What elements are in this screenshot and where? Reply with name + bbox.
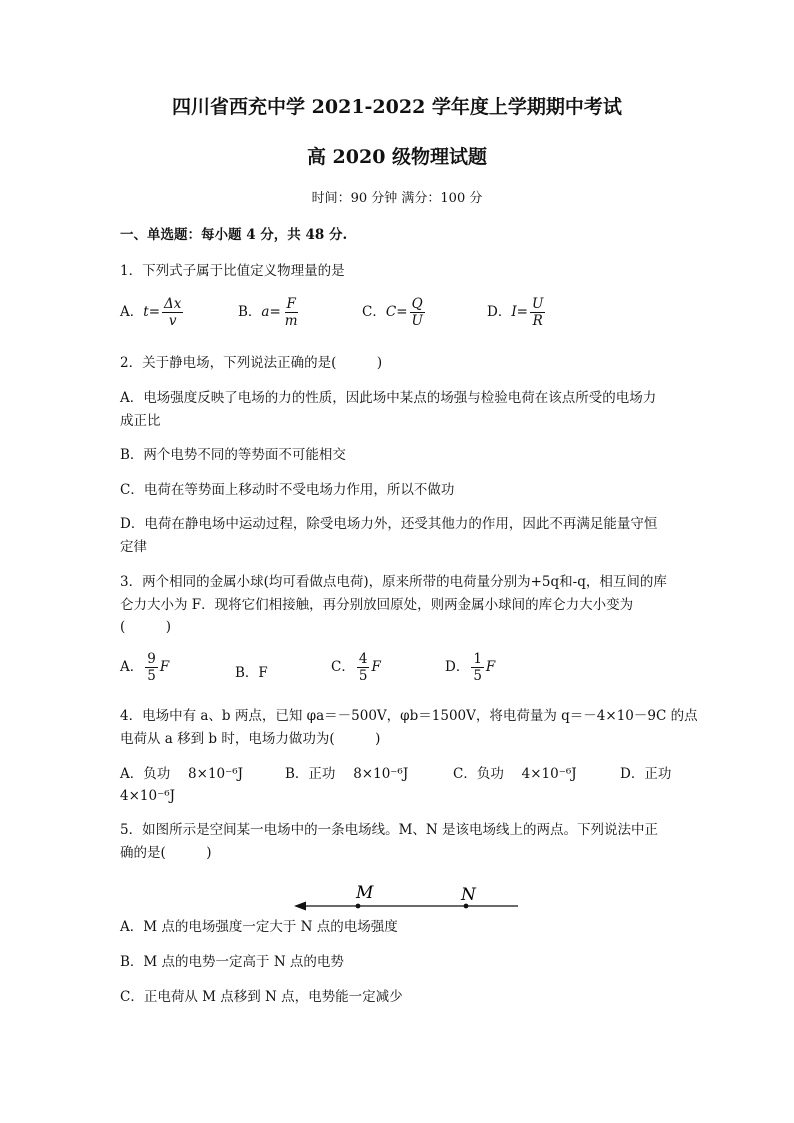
q5-line2: 确的是( ) <box>120 845 212 861</box>
field-line-diagram <box>290 876 530 916</box>
q5-option-a: A．M 点的电场强度一定大于 N 点的电场强度 <box>120 919 398 935</box>
section-heading: 一、单选题：每小题 4 分，共 48 分. <box>120 227 348 243</box>
q2-option-a-line2: 成正比 <box>120 413 161 429</box>
q3-line1: 3．两个相同的金属小球(均可看做点电荷)，原来所带的电荷量分别为+5q和-q，相互间的库 <box>120 574 667 590</box>
q2-option-c: C．电荷在等势面上移动时不受电场力作用，所以不做功 <box>120 482 455 498</box>
q4-option-b: B．正功 8×10⁻⁶J <box>285 766 409 782</box>
q3-line2: 仑力大小为 F．现将它们相接触，再分别放回原处，则两金属小球间的库仑力大小变为 <box>120 597 634 613</box>
q4-line1: 4．电场中有 a、b 两点，已知 φa＝－500V，φb＝1500V，将电荷量为 q＝－4×10－9C 的点 <box>120 708 698 724</box>
q2-option-d-line2: 定律 <box>120 539 147 555</box>
q3-option-a: A． $\frac{9}{5}$ F <box>120 651 170 684</box>
q3-option-c: C． $\frac{4}{5}$ F <box>331 651 381 684</box>
q1-option-a: A．t= $\frac{\Delta x}{v}$ <box>120 296 182 329</box>
q5-option-b: B．M 点的电势一定高于 N 点的电势 <box>120 954 344 970</box>
q1-stem: 1．下列式子属于比值定义物理量的是 <box>120 263 345 279</box>
q4-option-d: D．正功 <box>620 766 672 782</box>
q1-option-b: B．a= $\frac{F}{m}$ <box>238 296 298 329</box>
q4-option-a: A．负功 8×10⁻⁶J <box>120 766 244 782</box>
q2-option-a-line1: A．电场强度反映了电场的力的性质，因此场中某点的场强与检验电荷在该点所受的电场力 <box>120 390 657 406</box>
point-m <box>356 904 361 909</box>
exam-title: 四川省西充中学 2021-2022 学年度上学期期中考试 <box>172 96 622 118</box>
q1-option-c: C．C= $\frac{Q}{U}$ <box>362 296 423 329</box>
q3-line3: ( ) <box>120 619 172 635</box>
q3-option-b: B．F <box>235 665 268 681</box>
q1-option-d: D．I= $\frac{U}{R}$ <box>487 296 544 329</box>
q4-option-c: C．负功 4×10⁻⁶J <box>453 766 577 782</box>
q3-option-d: D． $\frac{1}{5}$ F <box>445 651 496 684</box>
exam-subtitle: 高 2020 级物理试题 <box>306 146 488 168</box>
q2-option-d-line1: D．电荷在静电场中运动过程，除受电场力外，还受其他力的作用，因此不再满足能量守恒 <box>120 516 658 532</box>
q2-option-b: B．两个电势不同的等势面不可能相交 <box>120 447 346 463</box>
q2-stem: 2．关于静电场，下列说法正确的是( ) <box>120 355 383 371</box>
exam-meta: 时间：90 分钟 满分：100 分 <box>311 191 483 206</box>
q4-option-d-value: 4×10⁻⁶J <box>120 788 176 804</box>
label-n: N <box>461 885 476 905</box>
q4-line2: 电荷从 a 移到 b 时，电场力做功为( ) <box>120 731 381 747</box>
q5-line1: 5．如图所示是空间某一电场中的一条电场线。M、N 是该电场线上的两点。下列说法中正 <box>120 822 659 838</box>
q5-option-c: C．正电荷从 M 点移到 N 点，电势能一定减少 <box>120 989 403 1005</box>
arrow-left-icon <box>294 902 306 911</box>
label-m: M <box>356 883 374 903</box>
